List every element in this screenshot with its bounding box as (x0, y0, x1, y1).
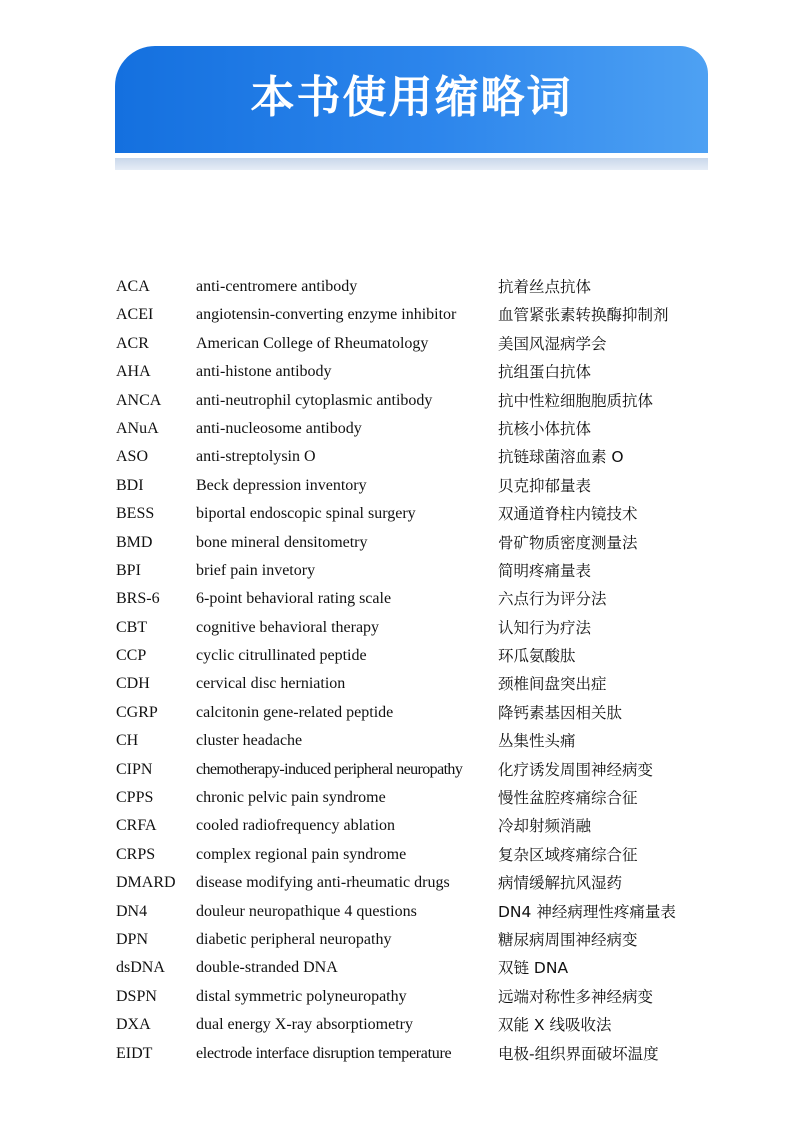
abbreviation-code: CRFA (116, 817, 157, 835)
abbreviation-english: dual energy X-ray absorptiometry (196, 1016, 413, 1034)
abbreviation-english: anti-streptolysin O (196, 448, 316, 466)
abbreviation-english: cluster headache (196, 732, 303, 750)
abbreviation-list (116, 273, 716, 1068)
abbreviation-row (116, 642, 716, 670)
abbreviation-row (116, 614, 716, 642)
abbreviation-chinese: 冷却射频消融 (498, 817, 592, 836)
abbreviation-chinese: 美国风湿病学会 (498, 334, 607, 353)
abbreviation-row (116, 869, 716, 897)
abbreviation-row (116, 500, 716, 528)
abbreviation-code: CPPS (116, 789, 154, 807)
abbreviation-code: DXA (116, 1016, 151, 1034)
abbreviation-english: cervical disc herniation (196, 675, 346, 693)
abbreviation-english: anti-centromere antibody (196, 278, 358, 295)
abbreviation-row (116, 954, 716, 982)
abbreviation-english: disease modifying anti-rheumatic drugs (196, 874, 450, 892)
abbreviation-code: CDH (116, 675, 150, 693)
abbreviation-english: distal symmetric polyneuropathy (196, 987, 407, 1005)
abbreviation-code: CIPN (116, 760, 153, 778)
abbreviation-code: BRS-6 (116, 590, 160, 608)
abbreviation-english: double-stranded DNA (196, 959, 338, 977)
abbreviation-code: ACA (116, 278, 150, 295)
abbreviation-code: dsDNA (116, 959, 165, 977)
abbreviation-row (116, 358, 716, 386)
abbreviation-row (116, 898, 716, 926)
abbreviation-row (116, 983, 716, 1011)
abbreviation-chinese: 复杂区域疼痛综合征 (498, 845, 638, 864)
abbreviation-row (116, 784, 716, 812)
abbreviation-code: AHA (116, 363, 151, 381)
abbreviation-chinese: 简明疼痛量表 (498, 561, 592, 580)
abbreviation-row (116, 443, 716, 471)
abbreviation-row (116, 301, 716, 329)
abbreviation-row (116, 841, 716, 869)
header-underline (115, 158, 708, 170)
abbreviation-english: cognitive behavioral therapy (196, 618, 380, 636)
abbreviation-row (116, 727, 716, 755)
abbreviation-code: ACEI (116, 306, 154, 324)
abbreviation-chinese: DN4 神经病理性疼痛量表 (498, 902, 676, 921)
abbreviation-code: CCP (116, 647, 147, 665)
abbreviation-chinese: 双能 X 线吸收法 (498, 1016, 612, 1035)
abbreviation-english: American College of Rheumatology (196, 334, 429, 352)
abbreviation-chinese: 贝克抑郁量表 (498, 476, 592, 495)
abbreviation-chinese: 抗核小体抗体 (498, 419, 592, 438)
abbreviation-row (116, 557, 716, 585)
abbreviation-row (116, 273, 716, 301)
abbreviation-code: ACR (116, 334, 149, 352)
abbreviation-row (116, 529, 716, 557)
abbreviation-chinese: 病情缓解抗风湿药 (498, 874, 623, 893)
abbreviation-row (116, 812, 716, 840)
abbreviation-chinese: 丛集性头痛 (498, 732, 576, 751)
abbreviation-row (116, 670, 716, 698)
abbreviation-code: CGRP (116, 703, 158, 721)
abbreviation-english: anti-histone antibody (196, 363, 332, 381)
abbreviation-row (116, 1011, 716, 1039)
abbreviation-code: BDI (116, 476, 144, 494)
abbreviation-code: DSPN (116, 987, 157, 1005)
abbreviation-english: anti-neutrophil cytoplasmic antibody (196, 391, 433, 409)
abbreviation-chinese: 血管紧张素转换酶抑制剂 (498, 306, 669, 325)
abbreviation-english: douleur neuropathique 4 questions (196, 902, 417, 920)
abbreviation-code: EIDT (116, 1044, 153, 1062)
abbreviation-chinese: 抗中性粒细胞胞质抗体 (498, 391, 654, 410)
abbreviation-code: BPI (116, 561, 141, 579)
abbreviation-english: chronic pelvic pain syndrome (196, 789, 386, 807)
abbreviation-english: complex regional pain syndrome (196, 845, 407, 863)
abbreviation-english: 6-point behavioral rating scale (196, 590, 392, 608)
abbreviation-chinese: 六点行为评分法 (498, 590, 607, 609)
abbreviation-code: DMARD (116, 874, 176, 892)
abbreviation-code: DN4 (116, 902, 148, 920)
abbreviation-chinese: 颈椎间盘突出症 (498, 675, 607, 694)
header-banner (115, 46, 708, 153)
abbreviation-english: angiotensin-converting enzyme inhibitor (196, 306, 457, 324)
abbreviation-code: ANuA (116, 419, 159, 437)
abbreviation-chinese: 抗链球菌溶血素 O (498, 448, 624, 467)
abbreviation-chinese: 抗着丝点抗体 (498, 278, 592, 296)
abbreviation-chinese: 认知行为疗法 (498, 618, 592, 637)
abbreviation-english: biportal endoscopic spinal surgery (196, 505, 416, 523)
abbreviation-english: calcitonin gene-related peptide (196, 703, 394, 721)
abbreviation-english: chemotherapy-induced peripheral neuropathy (196, 760, 463, 778)
abbreviation-row (116, 926, 716, 954)
abbreviation-code: BESS (116, 505, 155, 523)
abbreviation-english: electrode interface disruption temperature (196, 1044, 452, 1062)
abbreviation-row (116, 1040, 716, 1068)
abbreviation-code: CBT (116, 618, 148, 636)
abbreviation-english: anti-nucleosome antibody (196, 419, 362, 437)
abbreviation-chinese: 抗组蛋白抗体 (498, 363, 592, 382)
abbreviation-english: cyclic citrullinated peptide (196, 647, 367, 665)
abbreviation-row (116, 472, 716, 500)
abbreviation-row (116, 387, 716, 415)
abbreviation-chinese: 双链 DNA (498, 959, 569, 978)
abbreviation-english: brief pain invetory (196, 561, 316, 579)
abbreviation-chinese: 双通道脊柱内镜技术 (498, 505, 638, 524)
abbreviation-chinese: 电极-组织界面破坏温度 (498, 1044, 659, 1063)
page-title: 本书使用缩略词 (250, 72, 573, 123)
abbreviation-code: BMD (116, 533, 153, 551)
abbreviation-chinese: 降钙素基因相关肽 (498, 703, 623, 722)
abbreviation-row (116, 756, 716, 784)
abbreviation-row (116, 699, 716, 727)
abbreviation-row (116, 330, 716, 358)
abbreviation-code: DPN (116, 930, 149, 948)
abbreviation-english: diabetic peripheral neuropathy (196, 930, 392, 948)
abbreviation-row (116, 585, 716, 613)
abbreviation-chinese: 慢性盆腔疼痛综合征 (498, 789, 638, 808)
abbreviation-english: cooled radiofrequency ablation (196, 817, 396, 835)
abbreviation-chinese: 化疗诱发周围神经病变 (498, 760, 654, 779)
abbreviation-row (116, 415, 716, 443)
abbreviation-code: ANCA (116, 391, 162, 409)
abbreviation-code: CRPS (116, 845, 156, 863)
abbreviation-code: ASO (116, 448, 149, 466)
abbreviation-english: Beck depression inventory (196, 476, 367, 494)
abbreviation-chinese: 远端对称性多神经病变 (498, 987, 654, 1006)
abbreviation-english: bone mineral densitometry (196, 533, 368, 551)
abbreviation-chinese: 环瓜氨酸肽 (498, 647, 576, 666)
abbreviation-chinese: 骨矿物质密度测量法 (498, 533, 638, 552)
abbreviation-code: CH (116, 732, 139, 750)
abbreviation-chinese: 糖尿病周围神经病变 (498, 930, 638, 949)
